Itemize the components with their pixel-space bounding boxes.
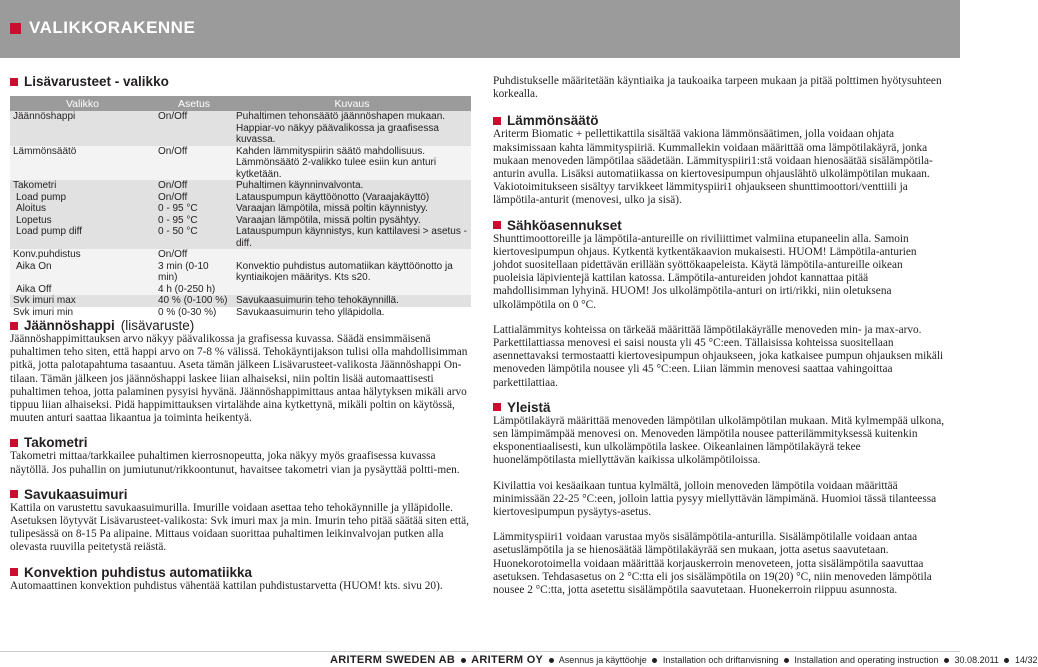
description-cell: Latauspumpun käynnistys, kun kattilavesi > asetus - diff. — [233, 226, 471, 249]
footer-divider — [0, 651, 960, 652]
right-sections — [493, 113, 945, 597]
footer-item: Installation och driftanvisning — [662, 655, 779, 665]
description-cell — [233, 249, 471, 261]
section-text: Jäännöshappimittauksen arvo näkyy päävalikossa ja grafisessa kuvassa. Säädä ensimmäisenä puhaltimen teho siten, että happi arvo on 7-8 % välissä. Tehokäyntijakson tulisi olla mahdollisimman pitkä, jotta palotapahtuma tasaantuu. Aseta tämän jälkeen Lisävarusteet-valikosta Jäännöshappi On-tilaan. Tämän jälkeen jos jäännöshappi laskee liian alhaiseksi, niin poltin lisää automaattisesti puhaltimen tehoa, jotta palaminen pysyisi hyvänä. Jäännöshappimittaus antaa hälytyksen mikäli arvo tippuu liian alhaiseksi. Pidä happimittauksen virtalähde aina kytkettynä, mikäli poltin on käytössä, muuten anturi saattaa likaantua ja toiminta heikentyä. — [10, 333, 468, 425]
menu-cell: Svk imuri min — [13, 306, 74, 318]
section-paragraph: Lattialämmitys kohteissa on tärkeää määrittää lämpötilakäyrälle menoveden min- ja max-arvo. Parkettilattiassa menovesi ei saisi nousta yli 45 °C:een. Tällaisissa kohteissa suositellaan asennettavaksi termostaatti kiertovesipumpun ohjaukseen, joka katkaisee pumpun ohjauksen mikäli menoveden lämpötila nousee yli 45 °C:een. Liian lämmin menovesi saattaa vahingoittaa parkettilattiaa. — [493, 323, 944, 389]
section-text: Ariterm Biomatic + pellettikattila sisältää vakiona lämmönsäätimen, jolla voidaan ohjata maksimissaan kahta lämmityspiiriä. Kummallekin voidaan määrittää oma lämpötilakäyrä, jonka mukaan menoveden lämpötilaa säädetään. Lämmityspiiri1:stä voidaan hienosäätää sisälämpötila-anturin avulla. Lisäksi automatiikassa on kiertovesipumpun ohjauslähtö ulkolämpötilan mukaan. Vakiotoimitukseen sisältyy tarvikkeet lämmityspiiri1 ohjaukseen shunttimoottori/venttiili ja lämpötila-anturit (menovesi, ulko ja sisä). — [493, 128, 933, 207]
menu-cell: Aloitus — [10, 203, 155, 215]
left-sections — [10, 318, 472, 603]
description-cell: Varaajan lämpötila, missä poltin pysähtyy. — [233, 215, 471, 227]
table-header: Valikko — [10, 96, 155, 111]
description-cell — [233, 284, 471, 296]
menu-cell: Load pump — [10, 192, 155, 204]
setting-cell: 0 - 95 °C — [155, 203, 233, 215]
description-cell: Puhaltimen käynninvalvonta. — [233, 180, 471, 192]
menu-cell: Jäännöshappi — [10, 111, 155, 146]
lisavarusteet-heading: Lisävarusteet - valikko — [10, 74, 472, 89]
footer-date: 30.08.2011 — [954, 655, 999, 665]
description-cell: Konvektio puhdistus automatiikan käyttöönotto ja kyntiaikojen määritys. Kts s20. — [233, 261, 471, 284]
setting-cell: 4 h (0-250 h) — [155, 284, 233, 296]
footer-dot-icon — [461, 658, 466, 663]
menu-cell: Aika Off — [10, 284, 155, 296]
table-row — [10, 307, 471, 319]
bullet-square-icon — [10, 78, 18, 86]
section-text: Lämpötilakäyrä määrittää menoveden lämpötilan ulkolämpötilan mukaan. Mitä kylmempää ulkona, sen lämpimämpää menovesi on. Menoveden lämpötila nousee patterilämmityksessä kuitenkin eksponentiaalisesti, kun ulkolämpötila laskee. Oikeanlainen lämpötilakäyrä tekee huonelämpötilasta miellyttävän kaikissa ulkolämpötiloissa. — [493, 414, 945, 467]
section-text: Kattila on varustettu savukaasuimurilla. Imurille voidaan asettaa teho tehokäynnille ja ylläpidolle. Asetuksen löytyvät Lisävarusteet-valikosta: Svk imuri max ja min. Imurin teho pitää säätää siten että, tulipesässä on 8-15 Pa alipaine. Mittaus voidaan suorittaa puhaltimen leikinvalvojan putken alla olevasta ruuvilla peitetystä reiästä. — [10, 501, 469, 554]
menu-cell: Lopetus — [10, 215, 155, 227]
setting-cell: On/Off — [155, 249, 233, 261]
section-title: Konvektion puhdistus automatiikka — [24, 564, 253, 580]
menu-cell: Load pump diff — [10, 226, 155, 249]
description-cell: Puhaltimen tehonsäätö jäännöshapen mukaan. Happiar-vo näkyy päävalikossa ja graafisessa kuvassa. — [233, 111, 471, 146]
section-block — [10, 435, 472, 476]
description-cell: Latauspumpun käyttöönotto (Varaajakäyttö) — [233, 192, 471, 204]
table-row — [10, 215, 471, 227]
section-heading — [493, 218, 945, 233]
footer-item: Asennus ja käyttöohje — [558, 655, 647, 665]
section-paragraph: Lämmityspiiri1 voidaan varustaa myös sisälämpötila-anturilla. Sisälämpötilalle voidaan antaa asetuslämpötila ja se hienosäätää lämpötilakäyrää sen mukaan, jotta asetus saavutetaan. Huonekorotoimella voidaan määrittää korjauskerroin menoveteen, jotta sisälämpötila saavuttaa asetuksen. Tehdasasetus on 2 °C:tta eli jos sisälämpötila on 19(20) °C, niin menoveden lämpötila nousee 2 °C:tta, jotta asetettu sisälämpötila saavutetaan. Huonekerroin riippuu asunnosta. — [493, 531, 932, 597]
menu-cell: Lämmönsäätö — [10, 146, 155, 181]
bullet-square-icon — [10, 439, 18, 447]
setting-cell: On/Off — [155, 180, 233, 192]
left-column — [10, 74, 472, 89]
bullet-square-icon — [10, 490, 18, 498]
section-block — [10, 487, 472, 555]
section-suffix: (lisävaruste) — [120, 318, 195, 333]
table-row — [10, 261, 471, 284]
table-row — [10, 284, 471, 296]
footer — [330, 654, 1038, 666]
footer-page-number: 14/32 — [1014, 655, 1038, 665]
section-paragraph: Kivilattia voi kesäaikaan tuntua kylmältä, jolloin menoveden lämpötila voidaan määrittää minimissään 22-25 °C:een, jolloin lattia pysyy miellyttävän lämpimänä. Huomioi tässä tilanteessa kiertovesipumpun pysäytys-asetus. — [493, 479, 937, 519]
header-square-icon — [10, 23, 21, 34]
section-title: Lämmönsäätö — [507, 113, 599, 129]
menu-cell: Svk imuri max — [10, 295, 155, 307]
table-row — [10, 203, 471, 215]
section-block — [493, 113, 945, 207]
setting-cell: 0 - 95 °C — [155, 215, 233, 227]
section-heading — [493, 400, 945, 415]
table-header: Kuvaus — [233, 96, 471, 111]
bullet-square-icon — [493, 221, 501, 229]
section-block — [493, 400, 945, 597]
section-text: Shunttimoottoreille ja lämpötila-antureille on riviliittimet valmiina etupaneelin alla. Samoin kiertovesipumpun ohjaus. Kytkentä kytkentäkaavion mukaisesti. HUOM! Lämpötila-anturien johdot suositellaan pidettävän erillään syöttökaapeleista. Käytä lämpötila-antureille oikean puoleisia läpivientejä kattilan katossa. Lämpötila-antureiden johdot kannattaa pitää mahdollisimman lyhyinä. HUOM! Jos ulkolämpötila-anturi on irti/rikki, niin oletuksena ulkolämpötila on 0 °C. — [493, 232, 917, 311]
setting-cell: On/Off — [155, 146, 233, 181]
table-header: Asetus — [155, 96, 233, 111]
table-row — [10, 146, 471, 181]
table-row — [10, 226, 471, 249]
bullet-square-icon — [493, 117, 501, 125]
right-intro: Puhdistukselle määritetään käyntiaika ja taukoaika tarpeen mukaan ja pitää polttimen hyötysuhteen korkealla. — [493, 75, 942, 101]
section-block — [10, 318, 472, 425]
table-row — [10, 192, 471, 204]
section-text: Automaattinen konvektion puhdistus vähentää kattilan puhdistustarvetta (HUOM! kts. sivu 20). — [10, 579, 443, 592]
setting-cell: 40 % (0-100 %) — [155, 295, 233, 307]
page-title: VALIKKORAKENNE — [29, 18, 196, 37]
bullet-square-icon — [10, 568, 18, 576]
section-title: Yleistä — [507, 399, 551, 415]
setting-cell: 3 min (0-10 min) — [155, 261, 233, 284]
menu-cell: Konv.puhdistus — [10, 249, 155, 261]
footer-dot-icon — [652, 658, 657, 663]
setting-cell: 0 - 50 °C — [155, 226, 233, 249]
setting-cell: On/Off — [155, 111, 233, 146]
setting-cell: On/Off — [155, 192, 233, 204]
section-heading — [10, 565, 472, 580]
section-title: Sähköasennukset — [507, 217, 622, 233]
menu-cell: Takometri — [10, 180, 155, 192]
footer-brand-1: ARITERM SWEDEN AB — [330, 654, 456, 666]
section-block — [493, 218, 945, 390]
section-title: Takometri — [24, 435, 88, 451]
description-cell: Savukaasuimurin teho ylläpidolla. — [236, 306, 385, 318]
section-heading — [10, 435, 472, 450]
section-heading — [493, 113, 945, 128]
section-text: Takometri mittaa/tarkkailee puhaltimen kierrosnopeutta, joka näkyy myös graafisessa kuvassa näytöllä. Jos puhallin on jumiutunut/rikkoontunut, havaitsee takometri vian ja pysäyttää poltti-men. — [10, 450, 460, 476]
footer-dot-icon — [549, 658, 554, 663]
bullet-square-icon — [493, 403, 501, 411]
table-row — [10, 295, 471, 307]
section-title: Jäännöshappi — [24, 318, 115, 333]
description-cell: Kahden lämmityspiirin säätö mahdollisuus. Lämmönsäätö 2-valikko tulee esiin kun anturi kytketään. — [233, 146, 471, 181]
setting-cell: 0 % (0-30 %) — [158, 306, 217, 318]
description-cell: Savukaasuimurin teho tehokäynnillä. — [233, 295, 471, 307]
footer-item: Installation and operating instruction — [794, 655, 939, 665]
description-cell: Varaajan lämpötila, missä poltin käynnistyy. — [233, 203, 471, 215]
section-heading — [10, 318, 472, 333]
footer-dot-icon — [944, 658, 949, 663]
right-column — [493, 75, 945, 607]
table-row — [10, 249, 471, 261]
table-row — [10, 180, 471, 192]
table-row — [10, 111, 471, 146]
menu-cell: Aika On — [10, 261, 155, 284]
bullet-square-icon — [10, 322, 18, 330]
header-bar — [0, 0, 960, 58]
section-title: Savukaasuimuri — [24, 486, 128, 502]
accessories-menu-table — [10, 96, 471, 318]
footer-dot-icon — [1004, 658, 1009, 663]
section-heading — [10, 487, 472, 502]
section-block — [10, 565, 472, 593]
footer-dot-icon — [784, 658, 789, 663]
footer-brand-2: ARITERM OY — [471, 654, 544, 666]
